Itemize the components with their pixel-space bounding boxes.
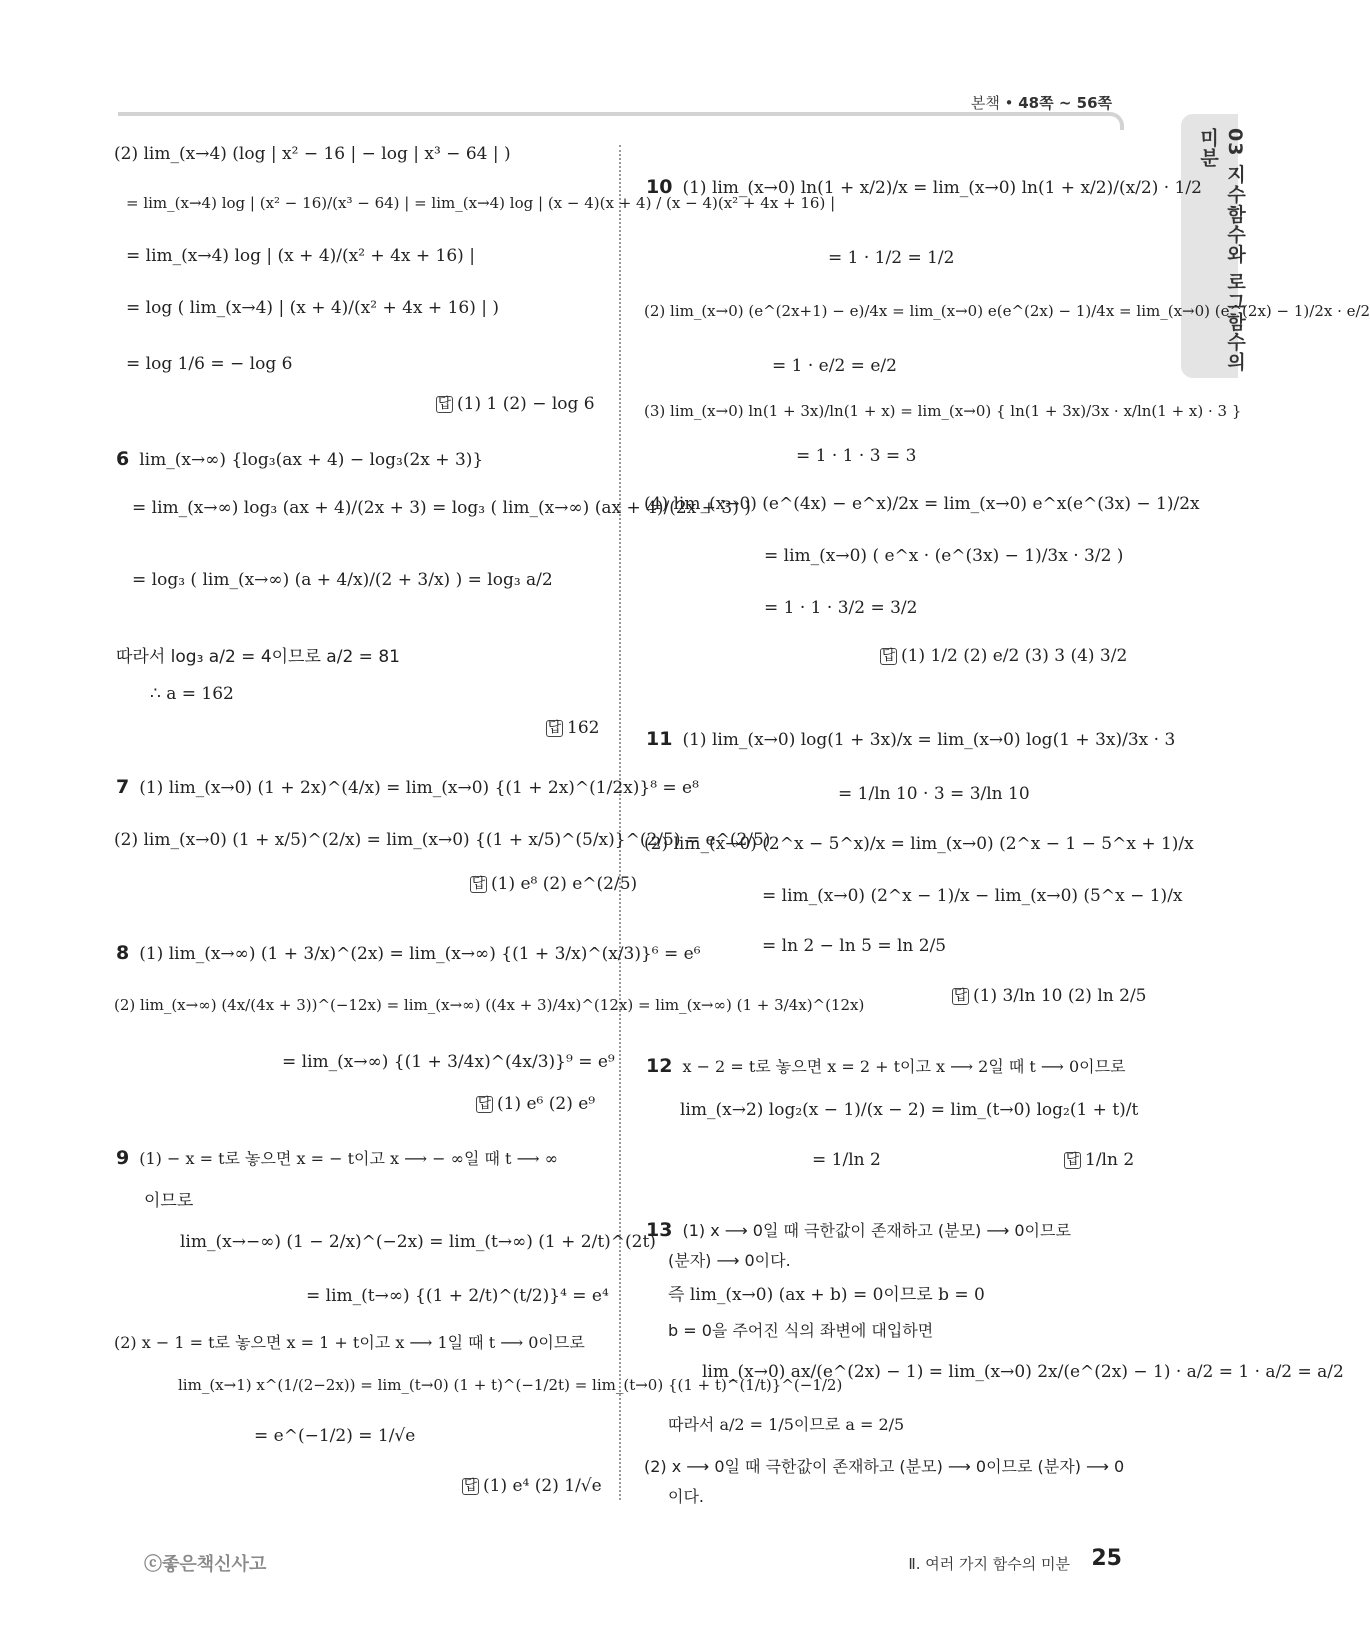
p7-number: 7	[116, 776, 130, 798]
p6-line-3: = log₃ ( lim_(x→∞) (a + 4/x)/(2 + 3/x) ) = log₃ a/2	[132, 570, 553, 590]
footer-chapter: Ⅱ. 여러 가지 함수의 미분	[908, 1555, 1070, 1573]
p13-line-2: (분자) ⟶ 0이다.	[668, 1251, 791, 1270]
answer-icon: 답	[881, 648, 896, 664]
column-divider	[619, 145, 621, 1500]
p9-line-2: 이므로	[144, 1191, 194, 1211]
page-range: 48쪽 ~ 56쪽	[1018, 94, 1112, 112]
p8-number: 8	[116, 942, 130, 964]
p9-line-1-text: (1) − x = t로 놓으면 x = − t이고 x ⟶ − ∞일 때 t ⟶ ∞	[139, 1149, 558, 1168]
p8-line-3: = lim_(x→∞) {(1 + 3/4x)^(4x/3)}⁹ = e⁹	[282, 1052, 615, 1072]
p7-line-1	[116, 776, 699, 798]
p11-line-4: = lim_(x→0) (2^x − 1)/x − lim_(x→0) (5^x − 1)/x	[762, 886, 1183, 906]
chapter-tab-label: 03 지수함수와 로그함수의 미분	[1197, 128, 1246, 372]
answer-icon: 답	[463, 1478, 478, 1494]
p5-line-5: = log 1/6 = − log 6	[126, 354, 293, 374]
p11-line-3: (2) lim_(x→0) (2^x − 5^x)/x = lim_(x→0) (2^x − 1 − 5^x + 1)/x	[644, 834, 1194, 854]
p6-answer-text: 162	[567, 718, 600, 738]
p8-line-2: (2) lim_(x→∞) (4x/(4x + 3))^(−12x) = lim_(x→∞) ((4x + 3)/4x)^(12x) = lim_(x→∞) (1 + 3/4x)^(12x)	[114, 996, 865, 1014]
p12-line-1	[646, 1054, 1126, 1077]
p10-line-8: = lim_(x→0) ( e^x · (e^(3x) − 1)/3x · 3/2 )	[764, 546, 1124, 566]
book-label: 본책	[970, 94, 1000, 112]
p11-answer-text: (1) 3/ln 10 (2) ln 2/5	[973, 986, 1147, 1006]
header-dot: •	[1004, 94, 1014, 112]
p13-line-1	[646, 1218, 1071, 1241]
answer-icon: 답	[437, 396, 452, 412]
p10-line-2: = 1 · 1/2 = 1/2	[828, 248, 955, 268]
p12-line-3: = 1/ln 2	[812, 1150, 881, 1170]
p5-answer-text: (1) 1 (2) − log 6	[457, 394, 595, 414]
page-number: 25	[1091, 1546, 1122, 1571]
p9-line-5: (2) x − 1 = t로 놓으면 x = 1 + t이고 x ⟶ 1일 때 t ⟶ 0이므로	[114, 1333, 585, 1352]
p10-line-3: (2) lim_(x→0) (e^(2x+1) − e)/4x = lim_(x→0) e(e^(2x) − 1)/4x = lim_(x→0) (e^(2x) − 1)/2x · e/2	[644, 302, 1370, 320]
p6-answer	[546, 718, 599, 738]
p6-line-1-text: lim_(x→∞) {log₃(ax + 4) − log₃(2x + 3)}	[139, 450, 484, 470]
answer-icon: 답	[471, 876, 486, 892]
answer-icon: 답	[953, 988, 968, 1004]
p10-line-7: (4) lim_(x→0) (e^(4x) − e^x)/2x = lim_(x→0) e^x(e^(3x) − 1)/2x	[644, 494, 1200, 514]
answer-icon: 답	[477, 1096, 492, 1112]
p5-line-2: = lim_(x→4) log | (x² − 16)/(x³ − 64) | = lim_(x→4) log | (x − 4)(x + 4) / (x − 4)(x² + 4x + 16) |	[126, 194, 836, 212]
p7-line-1-text: (1) lim_(x→0) (1 + 2x)^(4/x) = lim_(x→0) {(1 + 2x)^(1/2x)}⁸ = e⁸	[139, 778, 699, 798]
answer-icon: 답	[1065, 1152, 1080, 1168]
p13-line-4: b = 0을 주어진 식의 좌변에 대입하면	[668, 1321, 934, 1340]
p6-number: 6	[116, 448, 130, 470]
p13-line-7: (2) x ⟶ 0일 때 극한값이 존재하고 (분모) ⟶ 0이므로 (분자) ⟶ 0	[644, 1457, 1125, 1476]
p5-line-3: = lim_(x→4) log | (x + 4)/(x² + 4x + 16) |	[126, 246, 475, 266]
p10-line-6: = 1 · 1 · 3 = 3	[796, 446, 917, 466]
p6-line-4: 따라서 log₃ a/2 = 4이므로 a/2 = 81	[116, 647, 400, 667]
p11-answer	[952, 986, 1147, 1006]
p10-line-1-text: (1) lim_(x→0) ln(1 + x/2)/x = lim_(x→0) ln(1 + x/2)/(x/2) · 1/2	[682, 178, 1202, 198]
p9-line-3: lim_(x→−∞) (1 − 2/x)^(−2x) = lim_(t→∞) (1 + 2/t)^(2t)	[180, 1232, 656, 1252]
p12-answer	[1064, 1150, 1134, 1170]
p10-answer	[880, 646, 1127, 666]
p7-answer-text: (1) e⁸ (2) e^(2/5)	[491, 874, 638, 894]
answer-icon: 답	[547, 720, 562, 736]
p10-line-4: = 1 · e/2 = e/2	[772, 356, 897, 376]
p9-line-7: = e^(−1/2) = 1/√e	[254, 1426, 416, 1446]
header-page-ref	[971, 92, 1112, 113]
p5-line-4: = log ( lim_(x→4) | (x + 4)/(x² + 4x + 16) | )	[126, 298, 500, 318]
p8-answer-text: (1) e⁶ (2) e⁹	[497, 1094, 596, 1114]
chapter-side-tab	[1181, 114, 1246, 378]
p9-number: 9	[116, 1147, 130, 1169]
p10-line-5: (3) lim_(x→0) ln(1 + 3x)/ln(1 + x) = lim_(x→0) { ln(1 + 3x)/3x · x/ln(1 + x) · 3 }	[644, 402, 1242, 420]
p8-line-1	[116, 942, 701, 964]
p12-line-2: lim_(x→2) log₂(x − 1)/(x − 2) = lim_(t→0) log₂(1 + t)/t	[680, 1100, 1139, 1120]
p11-line-2: = 1/ln 10 · 3 = 3/ln 10	[838, 784, 1030, 804]
p9-line-6: lim_(x→1) x^(1/(2−2x)) = lim_(t→0) (1 + t)^(−1/2t) = lim_(t→0) {(1 + t)^(1/t)}^(−1/2)	[178, 1376, 843, 1394]
p7-answer	[470, 874, 637, 894]
p11-line-1-text: (1) lim_(x→0) log(1 + 3x)/x = lim_(x→0) log(1 + 3x)/3x · 3	[682, 730, 1176, 750]
publisher-logo: ⓒ좋은책신사고	[144, 1554, 267, 1575]
p8-answer	[476, 1094, 595, 1114]
p8-line-1-text: (1) lim_(x→∞) (1 + 3/x)^(2x) = lim_(x→∞) {(1 + 3/x)^(x/3)}⁶ = e⁶	[139, 944, 701, 964]
p13-line-3: 즉 lim_(x→0) (ax + b) = 0이므로 b = 0	[668, 1285, 985, 1305]
p6-line-1	[116, 448, 483, 470]
p12-answer-text: 1/ln 2	[1085, 1150, 1135, 1170]
p13-line-8: 이다.	[668, 1487, 704, 1506]
header-rule	[118, 112, 1124, 130]
p5-line-1: (2) lim_(x→4) (log | x² − 16 | − log | x³ − 64 | )	[114, 144, 511, 164]
p13-line-1-text: (1) x ⟶ 0일 때 극한값이 존재하고 (분모) ⟶ 0이므로	[682, 1221, 1071, 1240]
p6-line-2: = lim_(x→∞) log₃ (ax + 4)/(2x + 3) = log₃ ( lim_(x→∞) (ax + 4)/(2x + 3) )	[132, 498, 751, 518]
p9-line-4: = lim_(t→∞) {(1 + 2/t)^(t/2)}⁴ = e⁴	[306, 1286, 609, 1306]
p12-line-1-text: x − 2 = t로 놓으면 x = 2 + t이고 x ⟶ 2일 때 t ⟶ 0이므로	[682, 1057, 1126, 1076]
p6-line-5: ∴ a = 162	[150, 684, 234, 704]
p5-answer	[436, 394, 595, 414]
p11-line-5: = ln 2 − ln 5 = ln 2/5	[762, 936, 947, 956]
p10-line-9: = 1 · 1 · 3/2 = 3/2	[764, 598, 918, 618]
p10-answer-text: (1) 1/2 (2) e/2 (3) 3 (4) 3/2	[901, 646, 1128, 666]
p10-line-1	[646, 176, 1202, 198]
p12-number: 12	[646, 1055, 673, 1077]
p9-answer	[462, 1476, 602, 1496]
p13-line-5: lim_(x→0) ax/(e^(2x) − 1) = lim_(x→0) 2x/(e^(2x) − 1) · a/2 = 1 · a/2 = a/2	[702, 1362, 1344, 1382]
p9-answer-text: (1) e⁴ (2) 1/√e	[483, 1476, 602, 1496]
p13-number: 13	[646, 1219, 673, 1241]
p11-line-1	[646, 728, 1175, 750]
p9-line-1	[116, 1146, 558, 1169]
p7-line-2: (2) lim_(x→0) (1 + x/5)^(2/x) = lim_(x→0) {(1 + x/5)^(5/x)}^(2/5) = e^(2/5)	[114, 830, 771, 850]
p10-number: 10	[646, 176, 673, 198]
p13-line-6: 따라서 a/2 = 1/5이므로 a = 2/5	[668, 1415, 905, 1434]
p11-number: 11	[646, 728, 673, 750]
